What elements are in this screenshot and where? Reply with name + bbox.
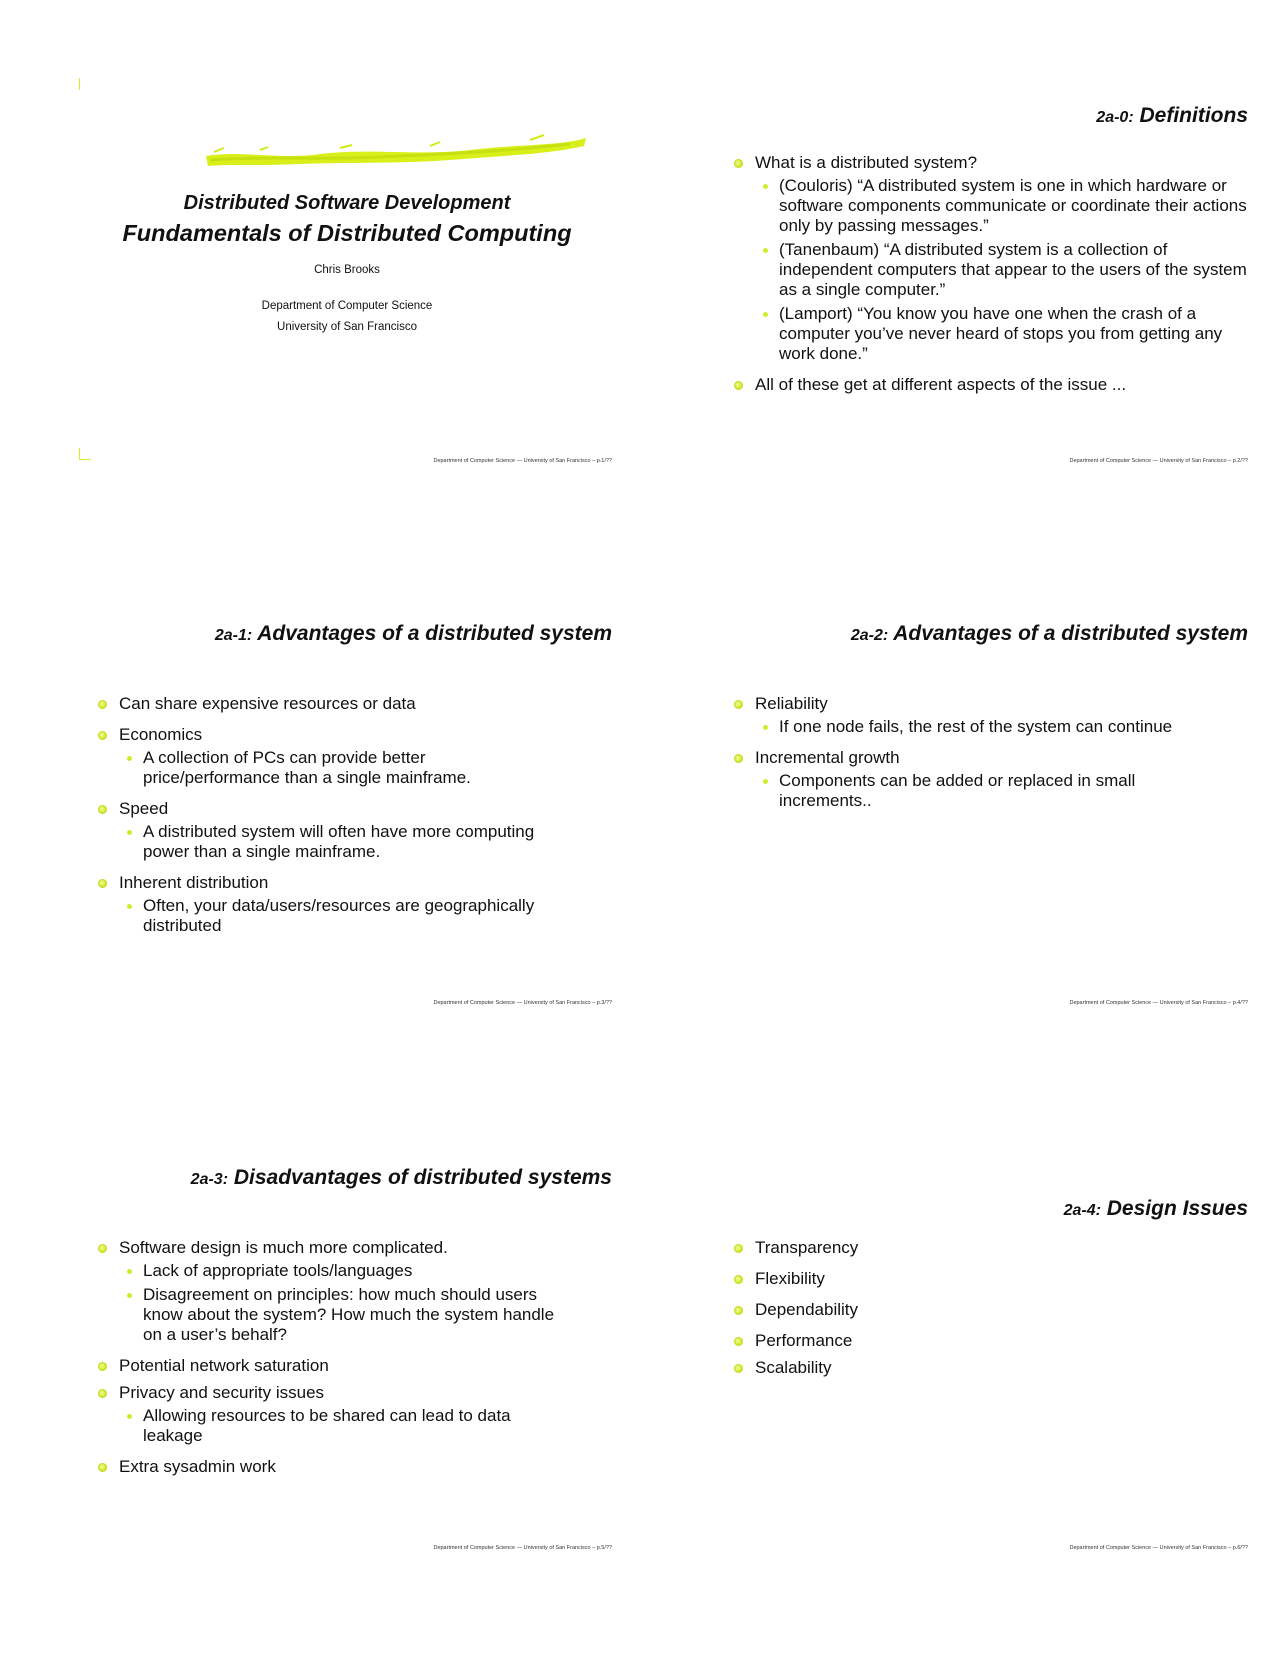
highlighter-stroke-decoration [200, 130, 590, 176]
slide-footer: Department of Computer Science — University of San Francisco – p.2/?? [1069, 458, 1248, 464]
sub-bullet-text: Lack of appropriate tools/languages [143, 1261, 413, 1280]
sub-bullet-text: If one node fails, the rest of the system can continue [779, 717, 1173, 736]
slide-title [172, 618, 612, 651]
list-item [718, 153, 1248, 364]
slide-number: 2a-1: [214, 627, 253, 644]
sub-list-item [755, 304, 1248, 364]
bullet-text: Can share expensive resources or data [119, 694, 416, 713]
bullet-text: What is a distributed system? [755, 153, 978, 172]
bullet-text: Potential network saturation [119, 1356, 329, 1375]
sub-list-item [119, 822, 612, 862]
slide-footer: Department of Computer Science — University of San Francisco – p.6/?? [1069, 1545, 1248, 1551]
bullet-text: Software design is much more complicated. [119, 1238, 448, 1257]
bullet-list [718, 153, 1248, 406]
sub-bullet-icon [763, 312, 768, 317]
slide-advantages-1 [82, 620, 612, 1020]
list-item [82, 1238, 612, 1345]
list-item [718, 375, 1248, 395]
bullet-icon [98, 879, 107, 888]
slide-title [808, 1193, 1248, 1226]
sub-bullet-text: Disagreement on principles: how much should users know about the system? How much the system handle on a user’s behalf? [143, 1285, 555, 1344]
sub-bullet-text: Components can be added or replaced in small increments.. [779, 771, 1136, 810]
bullet-icon [98, 731, 107, 740]
sub-bullet-text: A distributed system will often have more computing power than a single mainframe. [143, 822, 535, 861]
sub-list-item [119, 896, 612, 936]
sub-list-item [755, 176, 1248, 236]
slide-heading: Advantages of a distributed system [257, 622, 612, 645]
slide-advantages-2 [718, 620, 1248, 1020]
list-item [718, 1269, 1248, 1289]
list-item [82, 873, 612, 936]
bullet-text: Extra sysadmin work [119, 1457, 276, 1476]
slide-number: 2a-2: [850, 627, 889, 644]
bullet-icon [734, 159, 743, 168]
list-item [82, 694, 612, 714]
sub-bullet-icon [127, 1414, 132, 1419]
bullet-text: Transparency [755, 1238, 859, 1257]
bullet-icon [98, 805, 107, 814]
sub-list-item [119, 1406, 612, 1446]
list-item [82, 725, 612, 788]
sub-bullet-icon [127, 756, 132, 761]
sub-list-item [119, 1261, 612, 1281]
slide-footer: Department of Computer Science — University of San Francisco – p.4/?? [1069, 1000, 1248, 1006]
bullet-icon [98, 700, 107, 709]
sub-bullet-text: A collection of PCs can provide better price/performance than a single mainframe. [143, 748, 471, 787]
slide-number: 2a-0: [1096, 109, 1134, 126]
bullet-icon [734, 1275, 743, 1284]
title-slide [82, 78, 612, 478]
slide-footer: Department of Computer Science — University of San Francisco – p.1/?? [433, 458, 612, 464]
slide-design-issues [718, 1165, 1248, 1565]
bullet-text: Privacy and security issues [119, 1383, 325, 1402]
university-name: University of San Francisco [277, 321, 417, 333]
crop-mark-top [79, 78, 80, 90]
slide-heading: Disadvantages of distributed systems [233, 1166, 612, 1189]
slide-number: 2a-4: [1063, 1202, 1101, 1219]
list-item [82, 799, 612, 862]
bullet-icon [734, 754, 743, 763]
bullet-icon [734, 700, 743, 709]
sub-list-item [755, 717, 1248, 737]
sub-list-item [119, 1285, 612, 1345]
sub-list-item [755, 771, 1248, 811]
slide-title [172, 1162, 612, 1195]
bullet-list [82, 1238, 612, 1488]
list-item [82, 1383, 612, 1446]
sub-bullet-icon [127, 830, 132, 835]
lecture-subtitle: Distributed Software Development [183, 192, 511, 214]
slide-footer: Department of Computer Science — University of San Francisco – p.3/?? [433, 1000, 612, 1006]
slide-title [808, 100, 1248, 133]
lecture-title: Fundamentals of Distributed Computing [122, 220, 572, 246]
sub-bullet-icon [127, 1293, 132, 1298]
bullet-text: Dependability [755, 1300, 859, 1319]
bullet-text: Economics [119, 725, 203, 744]
list-item [82, 1457, 612, 1477]
sub-bullet-text: Allowing resources to be shared can lead to data leakage [143, 1406, 511, 1445]
slide-definitions [718, 78, 1248, 478]
slide-heading: Definitions [1139, 104, 1248, 127]
bullet-icon [734, 1337, 743, 1346]
sub-bullet-icon [763, 725, 768, 730]
slide-footer: Department of Computer Science — University of San Francisco – p.5/?? [433, 1545, 612, 1551]
sub-list-item [119, 748, 612, 788]
sub-bullet-icon [127, 904, 132, 909]
bullet-text: Flexibility [755, 1269, 825, 1288]
crop-mark-bottom-h [79, 459, 91, 460]
bullet-icon [734, 381, 743, 390]
bullet-icon [734, 1364, 743, 1373]
slide-heading: Advantages of a distributed system [893, 622, 1248, 645]
bullet-text: Performance [755, 1331, 853, 1350]
slide-number: 2a-3: [190, 1171, 229, 1188]
sub-bullet-text: (Lamport) “You know you have one when the crash of a computer you’ve never heard of stops you from getting any work done.” [779, 304, 1223, 363]
bullet-icon [734, 1244, 743, 1253]
bullet-icon [98, 1463, 107, 1472]
bullet-icon [98, 1362, 107, 1371]
bullet-icon [98, 1244, 107, 1253]
bullet-text: Incremental growth [755, 748, 900, 767]
bullet-list [718, 1238, 1248, 1389]
sub-bullet-text: (Tanenbaum) “A distributed system is a collection of independent computers that appear to the users of the system as a single computer.” [779, 240, 1247, 299]
list-item [82, 1356, 612, 1376]
author-name: Chris Brooks [314, 264, 380, 276]
bullet-icon [98, 1389, 107, 1398]
list-item [718, 694, 1248, 737]
sub-bullet-icon [763, 184, 768, 189]
bullet-text: Scalability [755, 1358, 832, 1377]
bullet-text: Inherent distribution [119, 873, 269, 892]
list-item [718, 1300, 1248, 1320]
sub-bullet-icon [763, 248, 768, 253]
department-name: Department of Computer Science [261, 300, 433, 312]
sub-bullet-text: Often, your data/users/resources are geographically distributed [143, 896, 535, 935]
list-item [718, 748, 1248, 811]
bullet-list [718, 694, 1248, 822]
list-item [718, 1238, 1248, 1258]
sub-bullet-icon [763, 779, 768, 784]
bullet-text: All of these get at different aspects of the issue ... [755, 375, 1127, 394]
bullet-text: Speed [119, 799, 169, 818]
bullet-icon [734, 1306, 743, 1315]
sub-list-item [755, 240, 1248, 300]
sub-bullet-icon [127, 1269, 132, 1274]
slide-title [808, 618, 1248, 651]
list-item [718, 1331, 1248, 1351]
bullet-list [82, 694, 612, 947]
list-item [718, 1358, 1248, 1378]
slide-disadvantages [82, 1165, 612, 1565]
sub-bullet-text: (Couloris) “A distributed system is one in which hardware or software components communicate or coordinate their actions only by passing messages.” [779, 176, 1247, 235]
bullet-text: Reliability [755, 694, 828, 713]
slide-heading: Design Issues [1106, 1197, 1248, 1220]
